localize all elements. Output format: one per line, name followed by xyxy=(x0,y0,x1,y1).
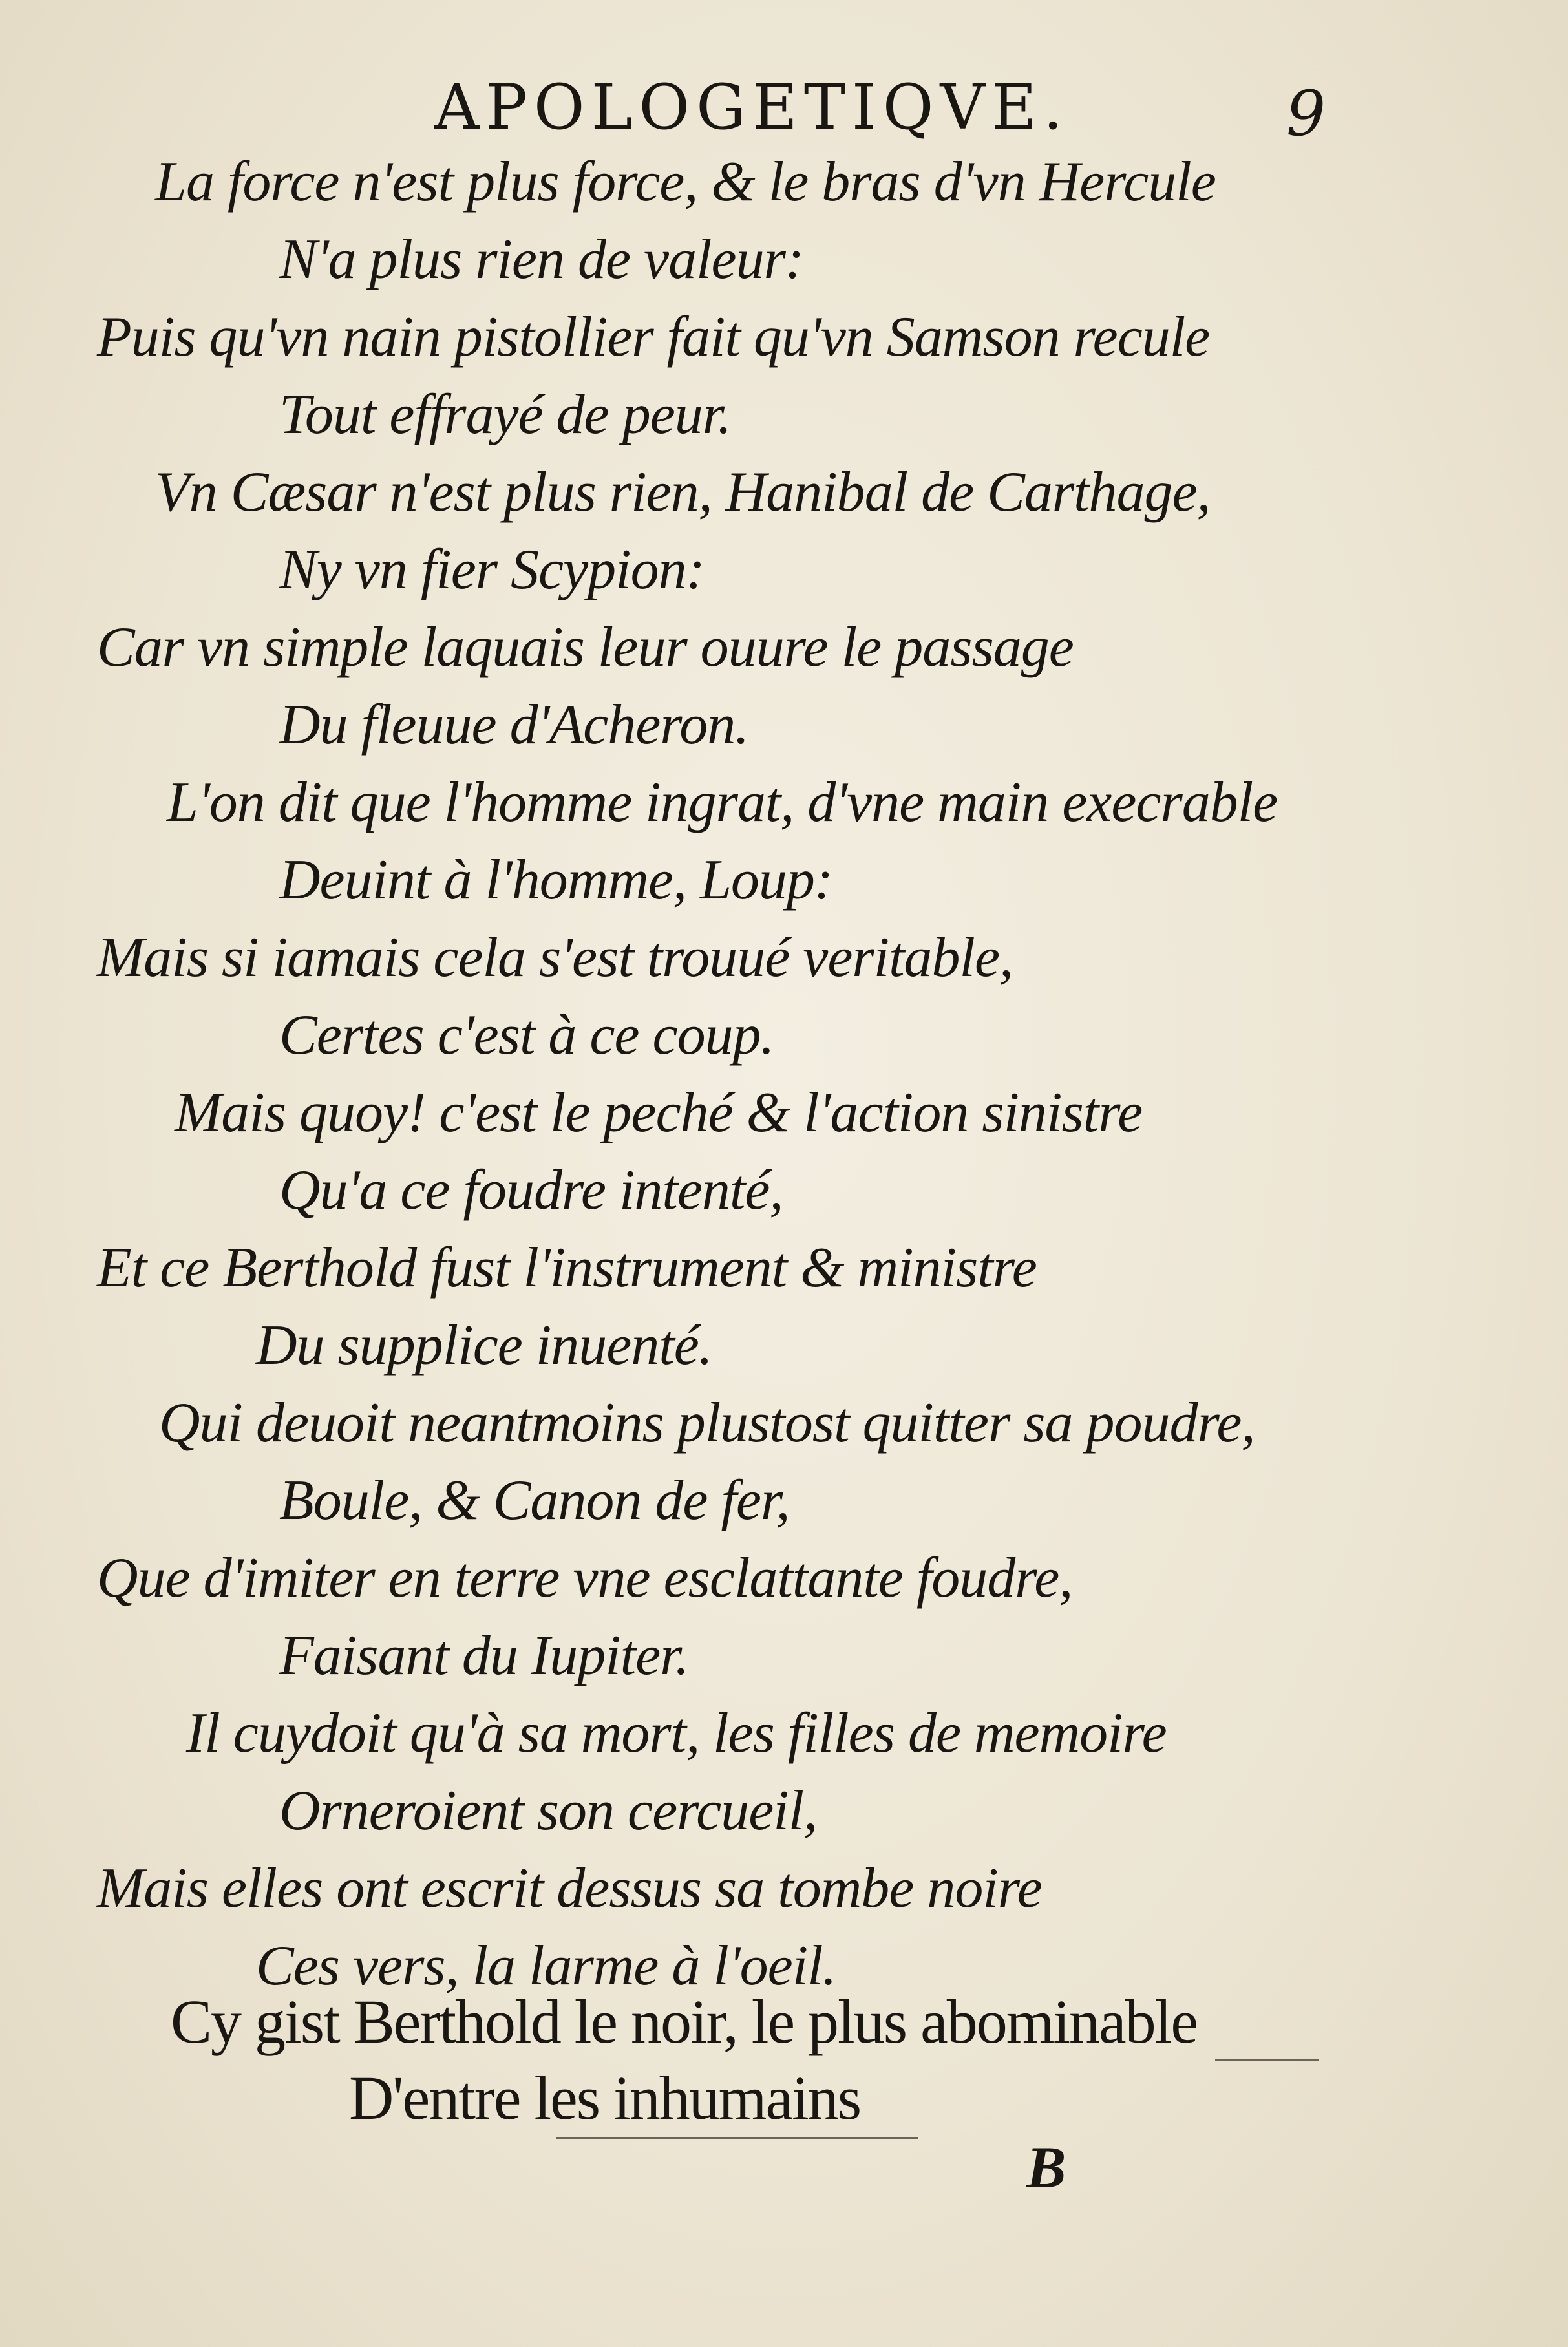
verse-line: Car vn simple laquais leur ouure le passage xyxy=(97,616,1074,679)
page-number: 9 xyxy=(1286,78,1326,150)
verse-line: Mais elles ont escrit dessus sa tombe noire xyxy=(97,1857,1042,1920)
verse-line: Il cuydoit qu'à sa mort, les filles de memoire xyxy=(186,1702,1167,1765)
signature-mark: B xyxy=(1026,2134,1066,2200)
running-header: APOLOGETIQVE. xyxy=(434,71,1070,143)
underline-rule xyxy=(556,2137,918,2139)
epitaph-line: Cy gist Berthold le noir, le plus abominable xyxy=(171,1987,1197,2056)
verse-line: Que d'imiter en terre vne esclattante foudre, xyxy=(97,1547,1073,1609)
verse-line: Vn Cæsar n'est plus rien, Hanibal de Carthage, xyxy=(155,461,1211,524)
verse-line: La force n'est plus force, & le bras d'vn Hercule xyxy=(155,151,1216,213)
verse-line: N'a plus rien de valeur: xyxy=(279,228,804,291)
underline-rule xyxy=(1215,2059,1319,2061)
verse-line: Faisant du Iupiter. xyxy=(279,1624,689,1687)
verse-line: Tout effrayé de peur. xyxy=(279,383,732,446)
verse-line: Du supplice inuenté. xyxy=(256,1314,712,1377)
verse-line: Qu'a ce foudre intenté, xyxy=(279,1159,783,1222)
verse-line: Certes c'est à ce coup. xyxy=(279,1004,774,1067)
verse-line: Ny vn fier Scypion: xyxy=(279,538,705,601)
verse-line: Orneroient son cercueil, xyxy=(279,1779,818,1842)
verse-line: Mais si iamais cela s'est trouué veritable, xyxy=(97,926,1013,989)
verse-line: Puis qu'vn nain pistollier fait qu'vn Samson recule xyxy=(97,306,1210,368)
verse-line: Ces vers, la larme à l'oeil. xyxy=(256,1935,836,1997)
verse-line: Mais quoy! c'est le peché & l'action sinistre xyxy=(175,1081,1143,1144)
verse-line: Deuint à l'homme, Loup: xyxy=(279,849,833,911)
verse-line: Du fleuue d'Acheron. xyxy=(279,694,749,756)
epitaph-line: D'entre les inhumains xyxy=(349,2063,861,2132)
verse-line: Qui deuoit neantmoins plustost quitter sa poudre, xyxy=(159,1392,1255,1454)
verse-line: L'on dit que l'homme ingrat, d'vne main execrable xyxy=(167,771,1278,834)
verse-line: Et ce Berthold fust l'instrument & ministre xyxy=(97,1237,1037,1299)
verse-line: Boule, & Canon de fer, xyxy=(279,1469,790,1532)
